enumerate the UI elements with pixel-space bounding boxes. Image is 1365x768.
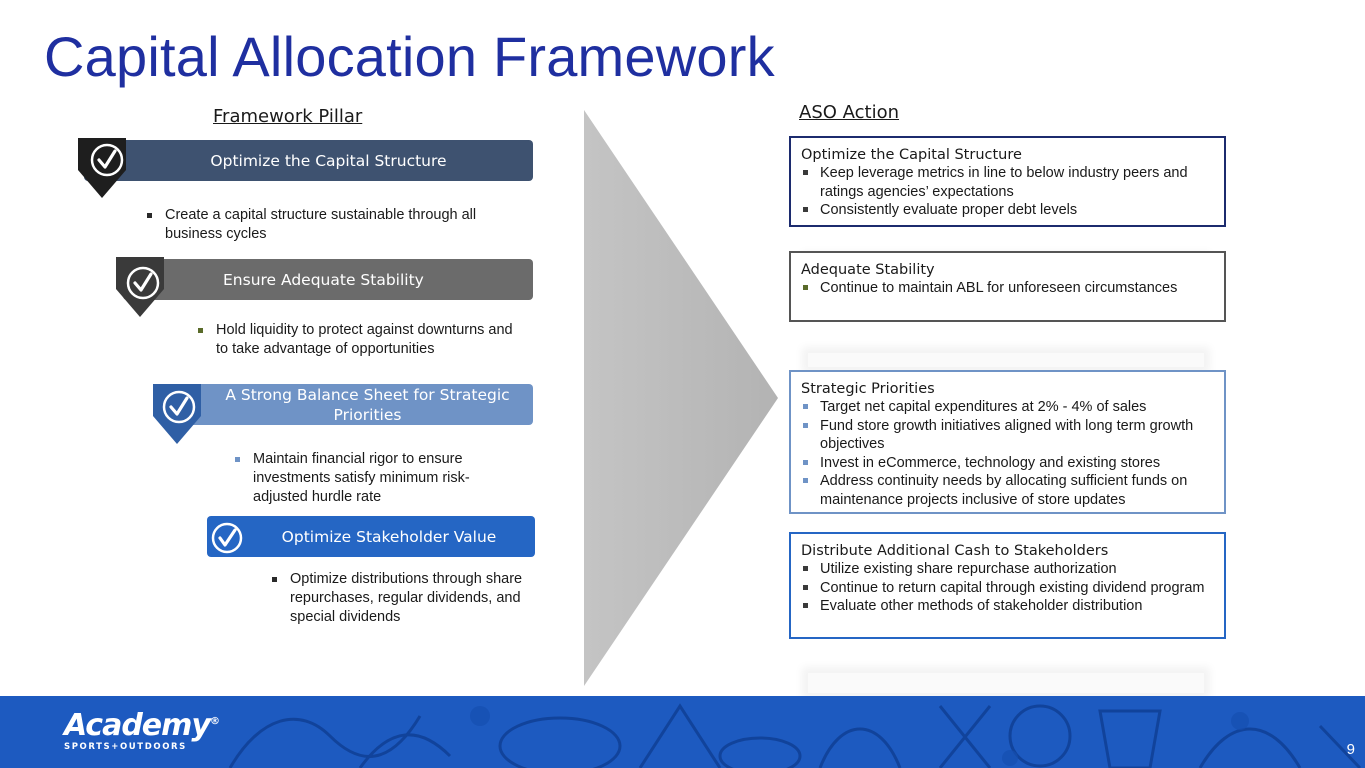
flow-arrow (584, 110, 780, 688)
pillar-bullet: Hold liquidity to protect against downturns and to take advantage of opportunities (216, 321, 526, 359)
faded-placeholder (808, 673, 1204, 693)
check-icon (112, 257, 172, 319)
page-title: Capital Allocation Framework (44, 25, 775, 88)
action-item: Continue to maintain ABL for unforeseen circumstances (801, 279, 1214, 298)
pillar-adequate-stability (123, 259, 533, 300)
footer-band (0, 696, 1365, 768)
check-icon (209, 520, 245, 556)
action-item: Invest in eCommerce, technology and existing stores (801, 454, 1214, 473)
page-number: 9 (1346, 741, 1355, 758)
action-box-strategic-priorities (789, 370, 1226, 514)
pillar-stakeholder-value (207, 516, 535, 557)
action-item: Target net capital expenditures at 2% - 4% of sales (801, 398, 1214, 417)
academy-logo: Academy® SPORTS+OUTDOORS (64, 708, 219, 752)
action-box-adequate-stability (789, 251, 1226, 322)
action-item: Utilize existing share repurchase authorization (801, 560, 1214, 579)
pillar-bullet: Maintain financial rigor to ensure investments satisfy minimum risk-adjusted hurdle rate (253, 450, 523, 507)
action-heading: Adequate Stability (801, 262, 935, 278)
action-heading: Optimize the Capital Structure (801, 147, 1022, 163)
check-icon (149, 384, 209, 446)
pillar-label: Ensure Adequate Stability (223, 270, 424, 289)
pillar-optimize-capital-structure (84, 140, 533, 181)
pillar-strategic-priorities (160, 384, 533, 425)
pillar-label: Optimize the Capital Structure (210, 151, 447, 170)
action-heading: Distribute Additional Cash to Stakeholders (801, 543, 1109, 559)
action-item: Consistently evaluate proper debt levels (801, 201, 1214, 220)
action-item: Keep leverage metrics in line to below industry peers and ratings agencies’ expectations (801, 164, 1214, 201)
pillar-bullet: Create a capital structure sustainable through all business cycles (165, 206, 515, 244)
action-item: Continue to return capital through existing dividend program (801, 579, 1214, 598)
framework-pillar-header: Framework Pillar (213, 106, 363, 127)
action-heading: Strategic Priorities (801, 381, 935, 397)
aso-action-header: ASO Action (799, 102, 900, 123)
faded-placeholder (808, 353, 1204, 367)
action-item: Evaluate other methods of stakeholder distribution (801, 597, 1214, 616)
action-box-capital-structure (789, 136, 1226, 227)
pillar-bullet: Optimize distributions through share repurchases, regular dividends, and special dividends (290, 570, 550, 627)
check-icon (74, 138, 134, 200)
action-item: Address continuity needs by allocating sufficient funds on maintenance projects inclusive of store updates (801, 472, 1214, 509)
action-item: Fund store growth initiatives aligned with long term growth objectives (801, 417, 1214, 454)
action-box-distribute-cash (789, 532, 1226, 639)
pillar-label: A Strong Balance Sheet for Strategic Priorities (225, 385, 510, 424)
pillar-label: Optimize Stakeholder Value (281, 527, 497, 546)
